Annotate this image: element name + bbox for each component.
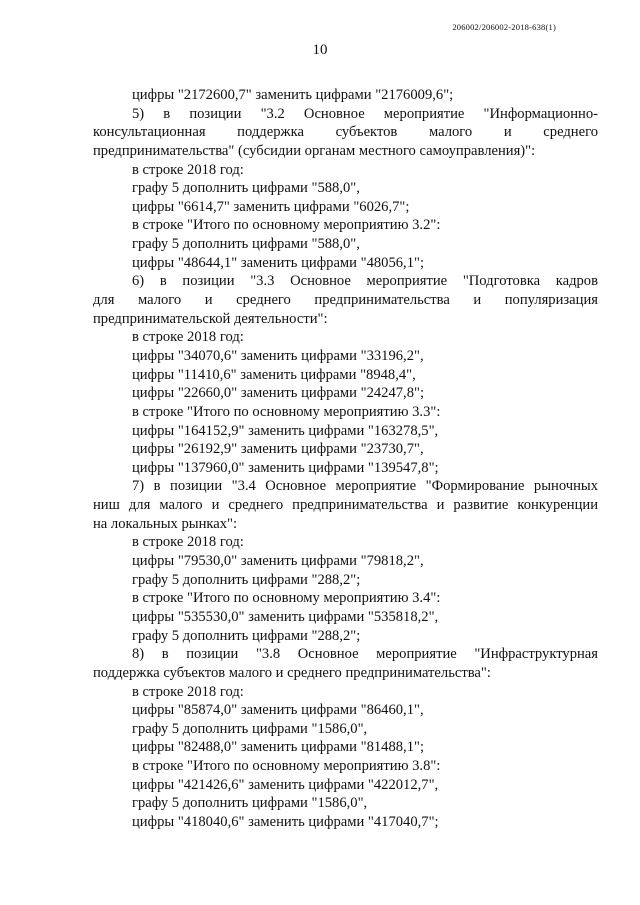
text-line: цифры "421426,6" заменить цифрами "422012,7", — [132, 776, 439, 793]
text-line: ниш для малого и среднего предпринимательства и развитие конкуренции — [93, 497, 598, 514]
text-line: цифры "85874,0" заменить цифрами "86460,1", — [132, 702, 424, 719]
text-line: графу 5 дополнить цифрами "1586,0", — [132, 720, 368, 737]
page-number: 10 — [312, 42, 328, 58]
text-line: цифры "535530,0" заменить цифрами "535818,2", — [132, 608, 439, 625]
text-line: 6) в позиции "3.3 Основное мероприятие "Подготовка кадров — [132, 273, 598, 290]
text-line: цифры "2172600,7" заменить цифрами "2176009,6"; — [132, 87, 454, 103]
text-line: в строке "Итого по основному мероприятию 3.8": — [132, 758, 441, 775]
text-line: цифры "164152,9" заменить цифрами "163278,5", — [132, 422, 439, 439]
text-line: в строке 2018 год: — [132, 161, 244, 178]
text-line: для малого и среднего предпринимательства и популяризация — [93, 292, 598, 309]
text-line: в строке "Итого по основному мероприятию 3.4": — [132, 590, 441, 607]
text-line: цифры "11410,6" заменить цифрами "8948,4", — [132, 366, 416, 383]
text-line: консультационная поддержка субъектов малого и среднего — [93, 124, 598, 141]
text-line: цифры "137960,0" заменить цифрами "139547,8"; — [132, 459, 439, 476]
text-line: в строке 2018 год: — [132, 534, 244, 551]
text-line: в строке "Итого по основному мероприятию 3.3": — [132, 403, 441, 420]
text-line: 8) в позиции "3.8 Основное мероприятие "Инфраструктурная — [132, 646, 598, 663]
text-line: поддержка субъектов малого и среднего предпринимательства": — [93, 664, 491, 681]
text-line: цифры "82488,0" заменить цифрами "81488,1"; — [132, 739, 425, 756]
text-line: цифры "48644,1" заменить цифрами "48056,1"; — [132, 254, 425, 271]
document-code: 206002/206002-2018-638(1) — [452, 22, 556, 32]
text-line: графу 5 дополнить цифрами "588,0", — [132, 180, 360, 197]
text-line: предпринимательства" (субсидии органам местного самоуправления)": — [93, 142, 536, 159]
text-line: 7) в позиции "3.4 Основное мероприятие "Формирование рыночных — [132, 478, 598, 495]
document-body — [93, 86, 598, 832]
text-line: предпринимательской деятельности": — [93, 310, 328, 327]
text-line: цифры "34070,6" заменить цифрами "33196,2", — [132, 347, 424, 364]
text-line: графу 5 дополнить цифрами "588,0", — [132, 236, 360, 253]
text-line: в строке 2018 год: — [132, 329, 244, 346]
text-line: цифры "6614,7" заменить цифрами "6026,7"; — [132, 198, 410, 215]
text-line: цифры "79530,0" заменить цифрами "79818,2", — [132, 553, 424, 570]
text-line: 5) в позиции "3.2 Основное мероприятие "Информационно- — [132, 105, 598, 122]
text-line: графу 5 дополнить цифрами "288,2"; — [132, 627, 361, 644]
text-line: цифры "418040,6" заменить цифрами "417040,7"; — [132, 813, 439, 830]
text-line: графу 5 дополнить цифрами "288,2"; — [132, 571, 361, 588]
text-line: цифры "22660,0" заменить цифрами "24247,8"; — [132, 385, 425, 402]
text-line: цифры "26192,9" заменить цифрами "23730,7", — [132, 441, 424, 458]
text-line: на локальных рынках": — [93, 515, 238, 532]
text-line: графу 5 дополнить цифрами "1586,0", — [132, 795, 368, 812]
text-line: в строке "Итого по основному мероприятию 3.2": — [132, 217, 441, 234]
text-line: в строке 2018 год: — [132, 683, 244, 700]
